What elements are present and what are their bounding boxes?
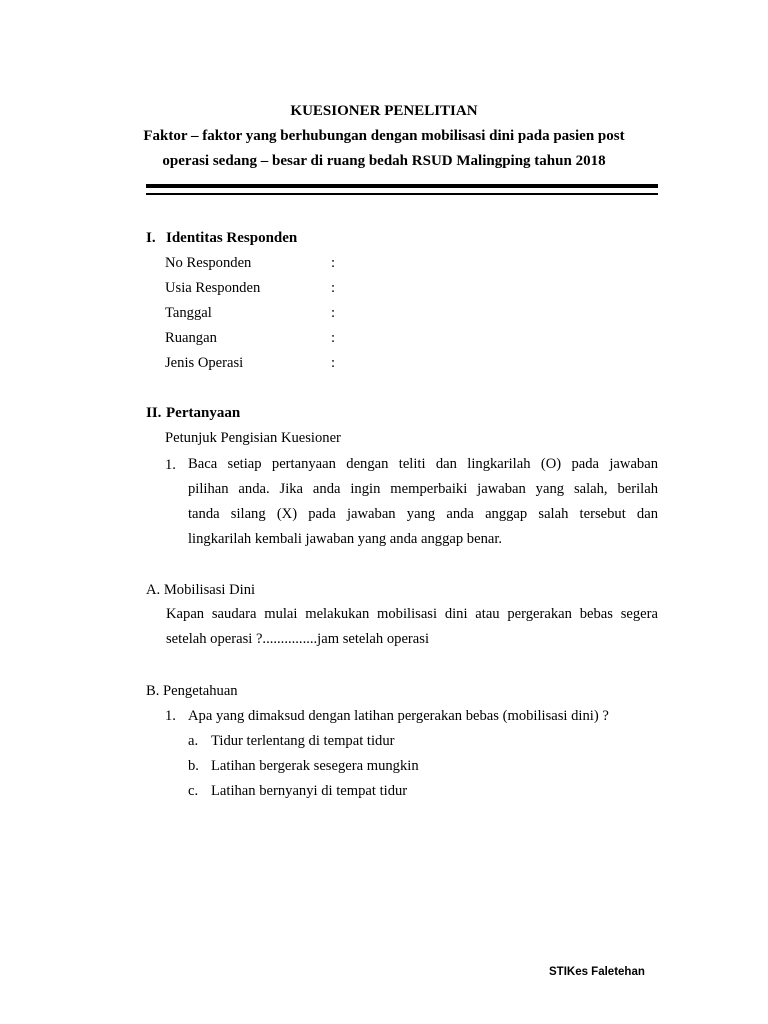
- sectionA-question-line: Kapan saudara mulai melakukan mobilisasi dini atau pergerakan bebas segera: [166, 606, 658, 622]
- field-colon: :: [331, 305, 336, 321]
- sectionA-title: A. Mobilisasi Dini: [146, 582, 256, 598]
- sectionB-title: B. Pengetahuan: [146, 683, 238, 699]
- option-letter: a.: [188, 733, 199, 749]
- section2-title: Pertanyaan: [166, 405, 241, 421]
- sectionB-question-number: 1.: [165, 708, 176, 724]
- field-label-no-responden: No Responden: [165, 255, 252, 271]
- instruction-number: 1.: [165, 457, 176, 473]
- sectionA-question-line: setelah operasi ?...............jam setelah operasi: [166, 631, 430, 647]
- option-letter: b.: [188, 758, 199, 774]
- document-subtitle-line1: Faktor – faktor yang berhubungan dengan mobilisasi dini pada pasien post: [143, 128, 625, 144]
- header-divider-thick: [146, 184, 658, 188]
- instruction-line: pilihan anda. Jika anda ingin memperbaiki jawaban yang salah, berilah: [188, 481, 658, 497]
- header-divider-thin: [146, 193, 658, 195]
- field-colon: :: [331, 330, 336, 346]
- document-title: KUESIONER PENELITIAN: [290, 103, 478, 119]
- instruction-line: lingkarilah kembali jawaban yang anda anggap benar.: [188, 531, 503, 547]
- field-colon: :: [331, 355, 336, 371]
- section1-number: I.: [146, 230, 156, 246]
- document-subtitle-line2: operasi sedang – besar di ruang bedah RSUD Malingping tahun 2018: [162, 153, 606, 169]
- option-letter: c.: [188, 783, 199, 799]
- option-text: Latihan bergerak sesegera mungkin: [211, 758, 419, 774]
- field-colon: :: [331, 280, 336, 296]
- section1-title: Identitas Responden: [166, 230, 298, 246]
- option-text: Tidur terlentang di tempat tidur: [211, 733, 395, 749]
- field-label-ruangan: Ruangan: [165, 330, 217, 346]
- section2-number: II.: [146, 405, 162, 421]
- instruction-line: Baca setiap pertanyaan dengan teliti dan lingkarilah (O) pada jawaban: [188, 456, 658, 472]
- instruction-title: Petunjuk Pengisian Kuesioner: [165, 430, 341, 446]
- sectionB-question-text: Apa yang dimaksud dengan latihan pergerakan bebas (mobilisasi dini) ?: [188, 708, 609, 724]
- option-text: Latihan bernyanyi di tempat tidur: [211, 783, 408, 799]
- instruction-line: tanda silang (X) pada jawaban yang anda anggap salah tersebut dan: [188, 506, 658, 522]
- field-colon: :: [331, 255, 336, 271]
- field-label-jenis-operasi: Jenis Operasi: [165, 355, 244, 371]
- field-label-tanggal: Tanggal: [165, 305, 212, 321]
- field-label-usia-responden: Usia Responden: [165, 280, 261, 296]
- page-footer: STIKes Faletehan: [549, 966, 645, 978]
